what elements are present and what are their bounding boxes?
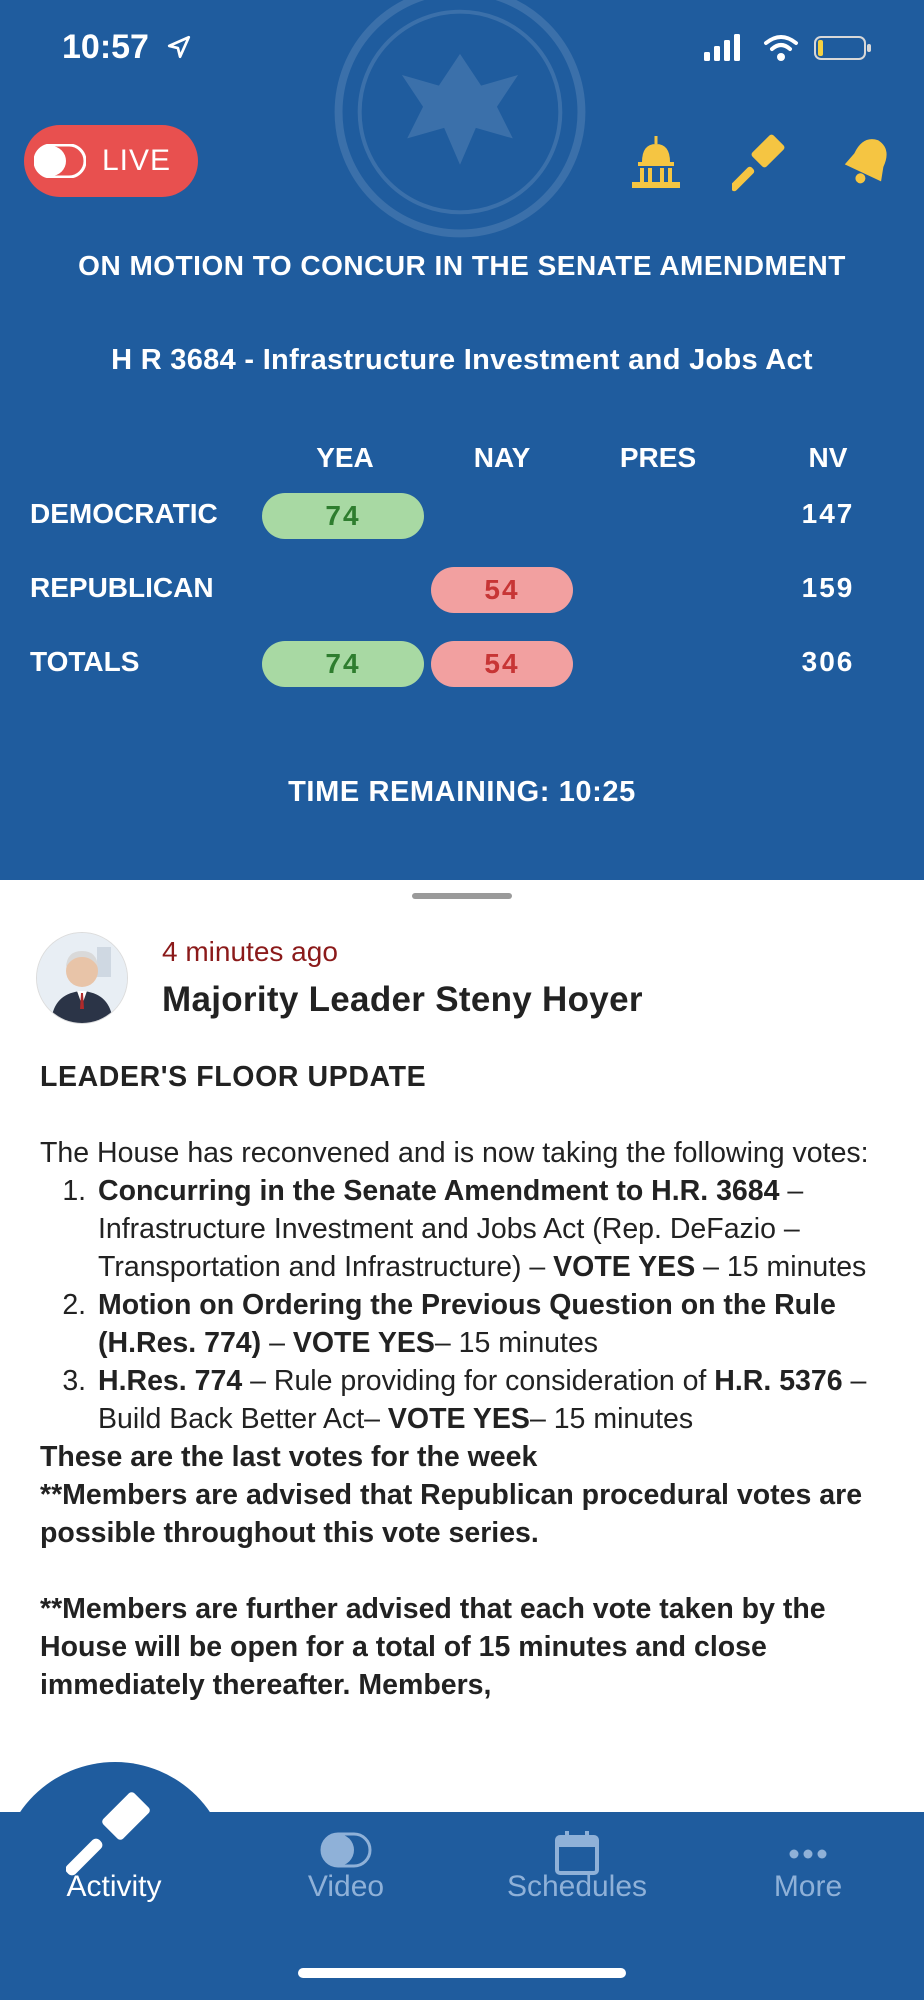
- advisory-procedural: **Members are advised that Republican procedural votes are possible throughout this vote series.: [40, 1479, 863, 1549]
- bill-title: H R 3684 - Infrastructure Investment and Jobs Act: [111, 344, 813, 376]
- status-icons: [704, 32, 874, 62]
- author-avatar[interactable]: [36, 932, 128, 1024]
- gavel-icon[interactable]: [66, 1788, 166, 1878]
- live-button[interactable]: [24, 125, 198, 197]
- house-seal-watermark: [328, 0, 592, 244]
- live-label: LIVE: [102, 144, 172, 177]
- home-indicator: [298, 1968, 626, 1978]
- vote-list-item: 1. Concurring in the Senate Amendment to H.R. 3684 – Infrastructure Investment and Jobs Act (Rep. DeFazio – Transportation and Infrastructure) – VOTE YES – 15 minutes: [94, 1172, 890, 1286]
- column-yea: YEA: [316, 442, 374, 473]
- wifi-icon: [766, 37, 796, 61]
- sheet-drag-handle[interactable]: [412, 893, 512, 899]
- motion-title: ON MOTION TO CONCUR IN THE SENATE AMENDMENT: [78, 250, 846, 281]
- democratic-yea-count: 74: [262, 493, 424, 539]
- vote-panel: [0, 0, 924, 880]
- column-pres: PRES: [619, 442, 697, 473]
- post-time: 4 minutes ago: [162, 936, 338, 967]
- totals-nay-count: 54: [431, 641, 573, 687]
- location-arrow-icon: [166, 34, 192, 60]
- post-intro: The House has reconvened and is now taking the following votes:: [40, 1137, 869, 1169]
- time-remaining: TIME REMAINING: 10:25: [288, 776, 636, 808]
- totals-yea-count: 74: [262, 641, 424, 687]
- capitol-icon[interactable]: [628, 132, 684, 192]
- live-toggle-icon: [34, 144, 86, 178]
- post-heading: LEADER'S FLOOR UPDATE: [40, 1061, 427, 1093]
- tab-activity[interactable]: Activity: [66, 1870, 162, 1903]
- bell-icon[interactable]: [838, 132, 898, 192]
- tab-video[interactable]: Video: [307, 1870, 385, 1903]
- democratic-nv-count: 147: [801, 498, 855, 529]
- row-label-totals: TOTALS: [30, 646, 140, 677]
- tab-more[interactable]: More: [773, 1870, 843, 1903]
- row-label-democratic: DEMOCRATIC: [30, 498, 218, 529]
- republican-nay-count: 54: [431, 567, 573, 613]
- advisory-timing: **Members are further advised that each vote taken by the House will be open for a total of 15 minutes and close immediately thereafter. Members,: [40, 1593, 826, 1701]
- battery-icon: [815, 37, 871, 59]
- tab-schedules[interactable]: Schedules: [506, 1870, 648, 1903]
- status-time: 10:57: [62, 28, 149, 66]
- more-icon[interactable]: [788, 1848, 828, 1860]
- vote-list: [40, 1172, 890, 1438]
- vote-list-item: 2. Motion on Ordering the Previous Question on the Rule (H.Res. 774) – VOTE YES– 15 minutes: [94, 1286, 890, 1362]
- post-content: [40, 1058, 890, 1704]
- column-nv: NV: [808, 442, 848, 473]
- republican-nv-count: 159: [801, 572, 855, 603]
- column-nay: NAY: [473, 442, 531, 473]
- gavel-icon[interactable]: [732, 132, 792, 192]
- vote-list-item: 3. H.Res. 774 – Rule providing for consideration of H.R. 5376 – Build Back Better Act– VOTE YES– 15 minutes: [94, 1362, 890, 1438]
- totals-nv-count: 306: [801, 646, 855, 677]
- last-votes-note: These are the last votes for the week: [40, 1441, 538, 1473]
- video-icon[interactable]: [320, 1832, 372, 1868]
- avatar-portrait: [37, 933, 127, 1023]
- post-author[interactable]: Majority Leader Steny Hoyer: [162, 980, 643, 1019]
- row-label-republican: REPUBLICAN: [30, 572, 214, 603]
- signal-icon: [704, 34, 740, 61]
